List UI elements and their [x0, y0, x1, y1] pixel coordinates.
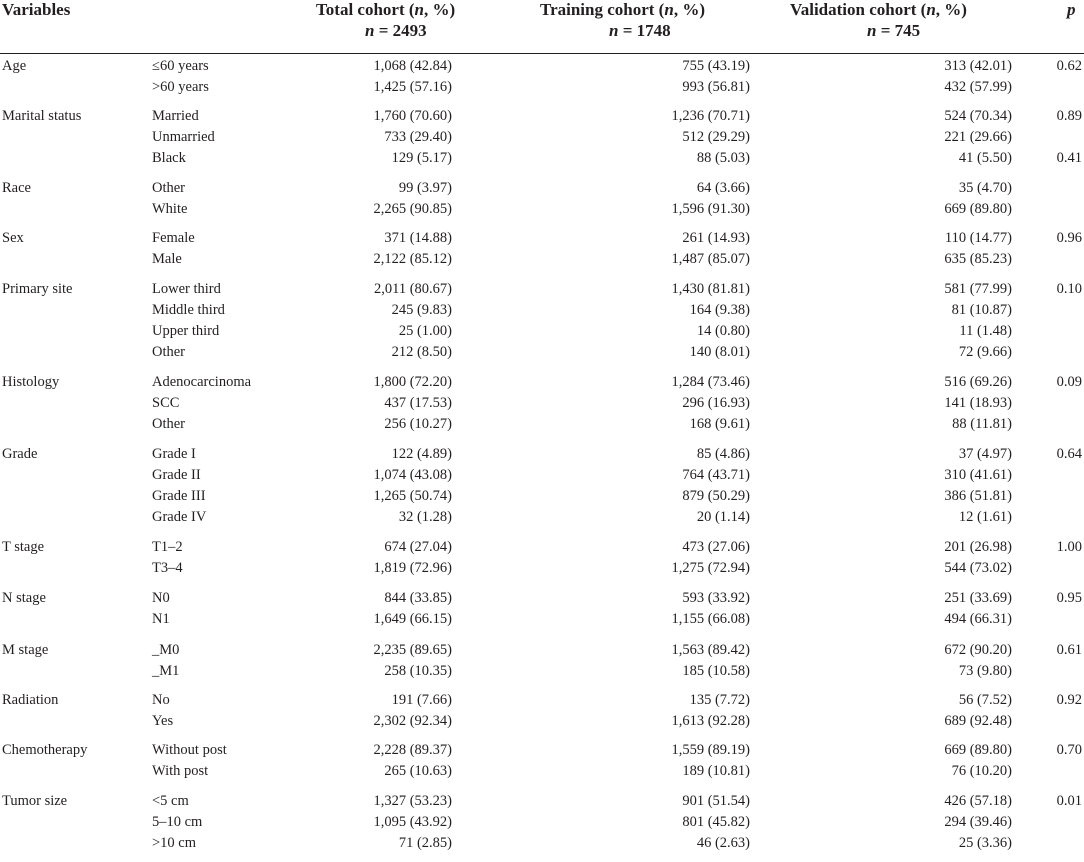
cell-training: 64 (3.66) [696, 180, 750, 196]
cell-cat: N0 [152, 590, 170, 606]
cell-validation: 35 (4.70) [958, 180, 1012, 196]
cell-total: 2,265 (90.85) [373, 201, 452, 217]
cell-p: 0.09 [1056, 374, 1082, 390]
table-row [0, 465, 1084, 486]
table-row [0, 56, 1084, 77]
cell-cat: Upper third [152, 323, 220, 339]
cell-total: 1,327 (53.23) [373, 793, 452, 809]
cell-validation: 73 (9.80) [958, 663, 1012, 679]
cell-total: 733 (29.40) [384, 129, 452, 145]
cell-validation: 386 (51.81) [944, 488, 1012, 504]
cell-cat: Black [152, 150, 186, 166]
cell-cat: >10 cm [152, 835, 197, 851]
table-row [0, 661, 1084, 682]
header-validation-cohort [790, 0, 967, 20]
cell-training: 1,284 (73.46) [671, 374, 750, 390]
cell-training: 296 (16.93) [682, 395, 750, 411]
cell-training: 140 (8.01) [689, 344, 750, 360]
cell-training: 85 (4.86) [696, 446, 750, 462]
header-validation-pct: , %) [935, 0, 967, 19]
cell-total: 371 (14.88) [384, 230, 452, 246]
cell-validation: 11 (1.48) [959, 323, 1012, 339]
cell-total: 191 (7.66) [391, 692, 452, 708]
cell-p: 0.01 [1056, 793, 1082, 809]
cell-p: 0.70 [1056, 742, 1082, 758]
cell-training: 1,155 (66.08) [671, 611, 750, 627]
table-row [0, 342, 1084, 363]
cell-cat: Female [152, 230, 195, 246]
cell-total: 245 (9.83) [391, 302, 452, 318]
cell-total: 1,819 (72.96) [373, 560, 452, 576]
header-validation-n-val: = 745 [876, 21, 921, 40]
cell-cat: 5–10 cm [152, 814, 203, 830]
cell-cat: With post [152, 763, 209, 779]
cell-validation: 72 (9.66) [958, 344, 1012, 360]
cell-var: Tumor size [2, 793, 68, 809]
cell-training: 801 (45.82) [682, 814, 750, 830]
cell-validation: 294 (39.46) [944, 814, 1012, 830]
cell-validation: 12 (1.61) [958, 509, 1012, 525]
cell-training: 764 (43.71) [682, 467, 750, 483]
cell-cat: Grade I [152, 446, 196, 462]
cell-validation: 41 (5.50) [958, 150, 1012, 166]
cell-validation: 516 (69.26) [944, 374, 1012, 390]
cell-training: 1,596 (91.30) [671, 201, 750, 217]
cell-validation: 544 (73.02) [944, 560, 1012, 576]
cell-cat: <5 cm [152, 793, 189, 809]
table-row [0, 588, 1084, 609]
table-row [0, 833, 1084, 854]
cell-training: 1,613 (92.28) [671, 713, 750, 729]
cell-training: 1,275 (72.94) [671, 560, 750, 576]
cell-validation: 81 (10.87) [951, 302, 1012, 318]
cell-training: 46 (2.63) [696, 835, 750, 851]
header-training-n-val: = 1748 [618, 21, 671, 40]
cell-p: 0.10 [1056, 281, 1082, 297]
cell-p: 0.92 [1056, 692, 1082, 708]
cell-cat: Middle third [152, 302, 225, 318]
cell-total: 2,302 (92.34) [373, 713, 452, 729]
cell-total: 1,265 (50.74) [373, 488, 452, 504]
table-row [0, 812, 1084, 833]
cell-cat: Other [152, 344, 186, 360]
cell-p: 0.64 [1056, 446, 1082, 462]
cell-var: Chemotherapy [2, 742, 88, 758]
cell-total: 71 (2.85) [398, 835, 452, 851]
table-row [0, 486, 1084, 507]
cell-total: 1,068 (42.84) [373, 58, 452, 74]
cell-cat: Unmarried [152, 129, 215, 145]
header-validation-n: n [926, 0, 936, 19]
cell-validation: 426 (57.18) [944, 793, 1012, 809]
header-training-label: Training cohort ( [540, 0, 665, 19]
cell-total: 674 (27.04) [384, 539, 452, 555]
cell-var: M stage [2, 642, 49, 658]
cell-var: Histology [2, 374, 60, 390]
table-row [0, 414, 1084, 435]
cell-training: 261 (14.93) [682, 230, 750, 246]
cell-p: 0.61 [1056, 642, 1082, 658]
cell-p: 0.62 [1056, 58, 1082, 74]
cell-var: T stage [2, 539, 45, 555]
header-training-cohort [540, 0, 705, 20]
cell-cat: Grade II [152, 467, 201, 483]
cell-cat: Adenocarcinoma [152, 374, 252, 390]
cell-training: 755 (43.19) [682, 58, 750, 74]
cell-total: 1,760 (70.60) [373, 108, 452, 124]
cell-cat: N1 [152, 611, 170, 627]
cell-var: Marital status [2, 108, 82, 124]
cell-cat: Grade IV [152, 509, 207, 525]
cell-total: 2,122 (85.12) [373, 251, 452, 267]
cell-validation: 669 (89.80) [944, 201, 1012, 217]
cell-validation: 689 (92.48) [944, 713, 1012, 729]
header-p-label: p [1067, 0, 1076, 19]
cell-validation: 581 (77.99) [944, 281, 1012, 297]
cell-training: 1,559 (89.19) [671, 742, 750, 758]
cell-var: Grade [2, 446, 38, 462]
cell-total: 256 (10.27) [384, 416, 452, 432]
cell-training: 593 (33.92) [682, 590, 750, 606]
cell-var: Primary site [2, 281, 73, 297]
cell-training: 168 (9.61) [689, 416, 750, 432]
cell-validation: 76 (10.20) [951, 763, 1012, 779]
cell-total: 1,074 (43.08) [373, 467, 452, 483]
cell-cat: Yes [152, 713, 174, 729]
cell-p: 0.95 [1056, 590, 1082, 606]
table-row [0, 148, 1084, 169]
header-training-n-line [609, 20, 671, 41]
cell-total: 2,235 (89.65) [373, 642, 452, 658]
cell-cat: White [152, 201, 188, 217]
cell-training: 1,487 (85.07) [671, 251, 750, 267]
table-row [0, 127, 1084, 148]
cell-var: N stage [2, 590, 46, 606]
cell-validation: 201 (26.98) [944, 539, 1012, 555]
table-row [0, 507, 1084, 528]
cell-cat: No [152, 692, 170, 708]
cell-cat: Grade III [152, 488, 206, 504]
cell-training: 512 (29.29) [682, 129, 750, 145]
cell-total: 844 (33.85) [384, 590, 452, 606]
cell-cat: Other [152, 180, 186, 196]
cell-cat: _M1 [152, 663, 180, 679]
cell-training: 993 (56.81) [682, 79, 750, 95]
cell-total: 2,011 (80.67) [374, 281, 452, 297]
table-row [0, 640, 1084, 661]
cell-cat: >60 years [152, 79, 209, 95]
cell-validation: 313 (42.01) [944, 58, 1012, 74]
table-row [0, 321, 1084, 342]
table-row [0, 740, 1084, 761]
cell-training: 1,430 (81.81) [671, 281, 750, 297]
cell-total: 32 (1.28) [398, 509, 452, 525]
cell-total: 258 (10.35) [384, 663, 452, 679]
header-training-n-var: n [609, 21, 619, 40]
table-row [0, 106, 1084, 127]
cell-validation: 25 (3.36) [958, 835, 1012, 851]
cell-validation: 669 (89.80) [944, 742, 1012, 758]
cell-total: 212 (8.50) [391, 344, 452, 360]
cell-total: 25 (1.00) [398, 323, 452, 339]
cell-var: Age [2, 58, 27, 74]
header-total-label: Total cohort ( [316, 0, 415, 19]
cell-cat: T1–2 [152, 539, 183, 555]
cell-validation: 524 (70.34) [944, 108, 1012, 124]
cell-var: Sex [2, 230, 24, 246]
cell-p: 0.89 [1056, 108, 1082, 124]
cell-training: 20 (1.14) [696, 509, 750, 525]
table-row [0, 690, 1084, 711]
cell-training: 185 (10.58) [682, 663, 750, 679]
cell-validation: 432 (57.99) [944, 79, 1012, 95]
header-total-n: n [414, 0, 424, 19]
table-row [0, 609, 1084, 630]
table-row [0, 199, 1084, 220]
cell-training: 1,563 (89.42) [671, 642, 750, 658]
cell-total: 129 (5.17) [391, 150, 452, 166]
table-row [0, 393, 1084, 414]
cell-validation: 141 (18.93) [944, 395, 1012, 411]
table-row [0, 711, 1084, 732]
cell-training: 901 (51.54) [682, 793, 750, 809]
table-row [0, 537, 1084, 558]
cell-validation: 251 (33.69) [944, 590, 1012, 606]
cell-training: 189 (10.81) [682, 763, 750, 779]
table-row [0, 300, 1084, 321]
cell-validation: 635 (85.23) [944, 251, 1012, 267]
header-p [1067, 0, 1076, 20]
cell-training: 1,236 (70.71) [671, 108, 750, 124]
cell-validation: 221 (29.66) [944, 129, 1012, 145]
table-row [0, 761, 1084, 782]
cell-total: 122 (4.89) [391, 446, 452, 462]
cell-training: 88 (5.03) [696, 150, 750, 166]
cell-validation: 110 (14.77) [944, 230, 1012, 246]
cell-total: 2,228 (89.37) [373, 742, 452, 758]
header-training-n: n [664, 0, 674, 19]
cell-training: 164 (9.38) [689, 302, 750, 318]
table-row [0, 558, 1084, 579]
cell-cat: SCC [152, 395, 180, 411]
cell-var: Race [2, 180, 31, 196]
cell-total: 1,095 (43.92) [373, 814, 452, 830]
header-total-cohort [316, 0, 455, 20]
table-row [0, 372, 1084, 393]
table-row [0, 444, 1084, 465]
cell-total: 1,800 (72.20) [373, 374, 452, 390]
table-row [0, 791, 1084, 812]
header-training-pct: , %) [673, 0, 705, 19]
cell-cat: Other [152, 416, 186, 432]
cell-cat: Without post [152, 742, 227, 758]
cell-cat: T3–4 [152, 560, 183, 576]
cell-cat: Lower third [152, 281, 221, 297]
cell-validation: 310 (41.61) [944, 467, 1012, 483]
cell-validation: 56 (7.52) [958, 692, 1012, 708]
cell-p: 0.41 [1056, 150, 1082, 166]
cell-total: 1,425 (57.16) [373, 79, 452, 95]
cell-training: 473 (27.06) [682, 539, 750, 555]
header-total-pct: , %) [424, 0, 456, 19]
table-header [0, 0, 1084, 55]
cell-validation: 37 (4.97) [958, 446, 1012, 462]
cell-var: Radiation [2, 692, 59, 708]
header-total-n-var: n [365, 21, 375, 40]
header-validation-n-line [867, 20, 920, 41]
cell-total: 99 (3.97) [398, 180, 452, 196]
cell-cat: Married [152, 108, 199, 124]
table-row [0, 178, 1084, 199]
cell-cat: ≤60 years [152, 58, 209, 74]
cell-cat: Male [152, 251, 182, 267]
cell-training: 14 (0.80) [696, 323, 750, 339]
cell-validation: 494 (66.31) [944, 611, 1012, 627]
table-row [0, 228, 1084, 249]
cell-cat: _M0 [152, 642, 180, 658]
table-row [0, 279, 1084, 300]
cell-total: 265 (10.63) [384, 763, 452, 779]
cell-training: 135 (7.72) [689, 692, 750, 708]
header-total-n-line [365, 20, 427, 41]
cell-total: 1,649 (66.15) [373, 611, 452, 627]
cell-total: 437 (17.53) [384, 395, 452, 411]
cell-p: 0.96 [1056, 230, 1082, 246]
cell-validation: 672 (90.20) [944, 642, 1012, 658]
header-rule [0, 53, 1084, 54]
table-row [0, 249, 1084, 270]
header-validation-label: Validation cohort ( [790, 0, 927, 19]
header-validation-n-var: n [867, 21, 877, 40]
header-total-n-val: = 2493 [374, 21, 427, 40]
header-variables: Variables [2, 0, 71, 19]
cell-validation: 88 (11.81) [952, 416, 1012, 432]
cell-training: 879 (50.29) [682, 488, 750, 504]
table-row [0, 77, 1084, 98]
cell-p: 1.00 [1056, 539, 1082, 555]
